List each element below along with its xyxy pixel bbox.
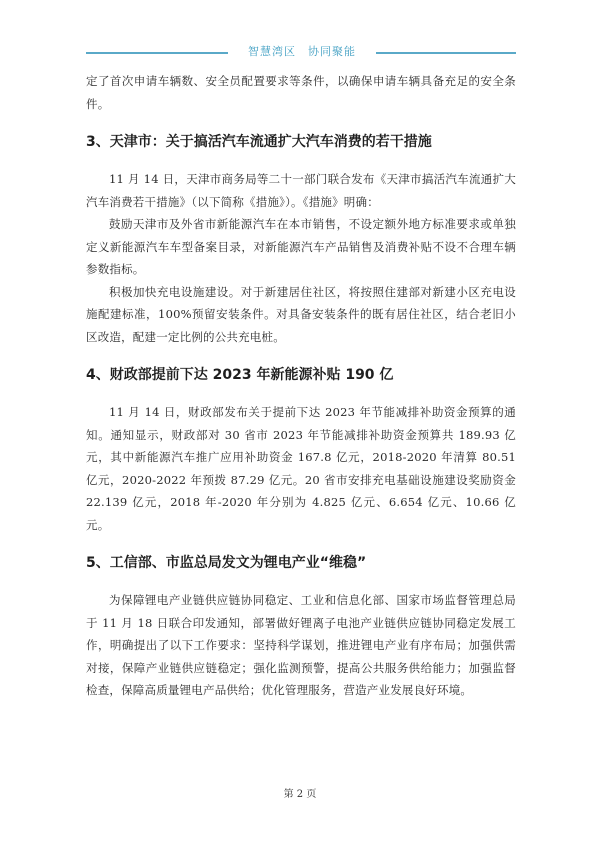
page-body <box>86 70 516 702</box>
header-rule-right <box>376 52 516 54</box>
section-4-paragraph-1: 11 月 14 日，财政部发布关于提前下达 2023 年节能减排补助资金预算的通知。通知显示，财政部对 30 省市 2023 年节能减排补助资金预算共 189.93 亿元，其中新能源汽车推广应用补助资金 167.8 亿元，2018-2020 年清算 80.51 亿元，2020-2022 年预拨 87.29 亿元。20 省市安排充电基础设施建设奖励资金 22.139 亿元，2018 年-2020 年分别为 4.825 亿元、6.654 亿元、10.66 亿元。 <box>86 405 516 532</box>
header-title: 智慧湾区 协同聚能 <box>248 45 356 58</box>
section-3-paragraph-3: 积极加快充电设施建设。对于新建居住社区，将按照住建部对新建小区充电设施配建标准，100%预留安装条件。对具备安装条件的既有居住社区，结合老旧小区改造，配建一定比例的公共充电桩。 <box>86 284 516 344</box>
intro-continuation-paragraph: 定了首次申请车辆数、安全员配置要求等条件，以确保申请车辆具备充足的安全条件。 <box>86 74 516 111</box>
section-3-paragraph-1: 11 月 14 日，天津市商务局等二十一部门联合发布《天津市搞活汽车流通扩大汽车消费若干措施》（以下简称《措施》）。《措施》明确： <box>86 172 516 209</box>
page-header <box>0 44 600 60</box>
header-rule-left <box>86 52 228 54</box>
section-3-paragraph-2: 鼓励天津市及外省市新能源汽车在本市销售，不设定额外地方标准要求或单独定义新能源汽车车型备案目录，对新能源汽车产品销售及消费补贴不设不合理车辆参数指标。 <box>86 217 516 276</box>
section-5-heading: 5、工信部、市监总局发文为锂电产业“维稳” <box>86 555 367 571</box>
page-number: 第 2 页 <box>283 789 317 800</box>
section-5-paragraph-1: 为保障锂电产业链供应链协同稳定、工业和信息化部、国家市场监督管理总局于 11 月 18 日联合印发通知，部署做好锂离子电池产业链供应链协同稳定发展工作，明确提出了以下工作要求：坚持科学谋划，推进锂电产业有序布局；加强供需对接，保障产业链供应链稳定；强化监测预警，提高公共服务供给能力；加强监督检查，保障高质量锂电产品供给；优化管理服务，营造产业发展良好环境。 <box>86 593 516 697</box>
section-3-heading: 3、天津市：关于搞活汽车流通扩大汽车消费的若干措施 <box>86 134 432 150</box>
section-4-heading: 4、财政部提前下达 2023 年新能源补贴 190 亿 <box>86 367 394 383</box>
